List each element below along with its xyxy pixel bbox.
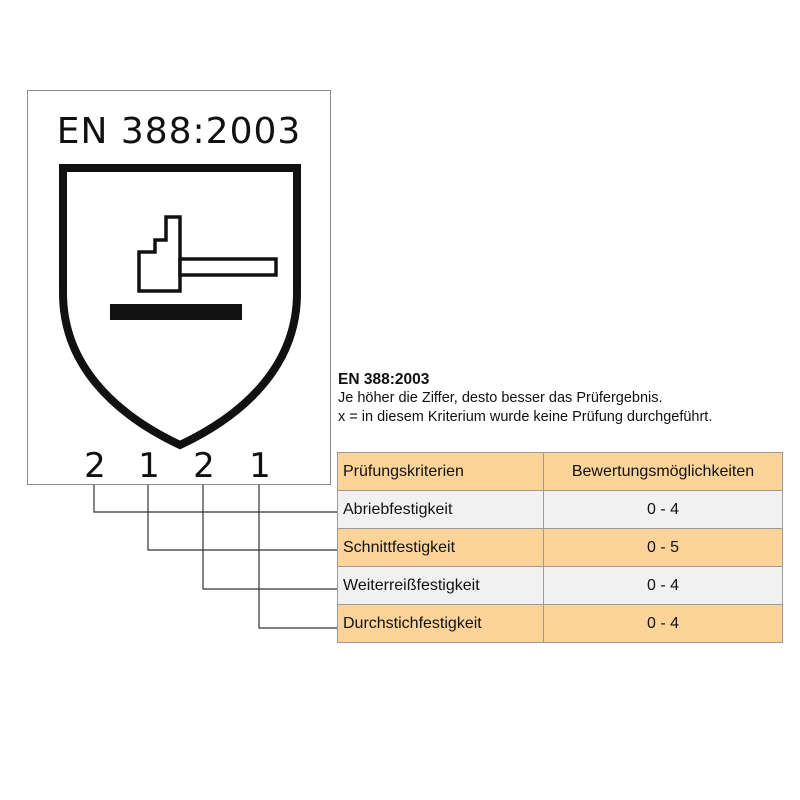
- connector-cut: [148, 485, 338, 550]
- table-row: [338, 529, 783, 567]
- pictogram-title: EN 388:2003: [56, 111, 302, 152]
- table-row: [338, 605, 783, 643]
- info-line-1: Je höher die Ziffer, desto besser das Prüfergebnis.: [338, 390, 663, 406]
- digit-puncture: 1: [249, 446, 271, 486]
- range-cell: 0 - 4: [544, 605, 783, 643]
- connector-abrasion: [94, 485, 338, 512]
- header-ratings: Bewertungsmöglichkeiten: [544, 453, 783, 491]
- connector-tear: [203, 485, 338, 589]
- table-header-row: [338, 453, 783, 491]
- table-row: [338, 491, 783, 529]
- range-cell: 0 - 4: [544, 491, 783, 529]
- digit-cut: 1: [138, 446, 160, 486]
- criterion-cell: Abriebfestigkeit: [338, 491, 544, 529]
- info-line-2: x = in diesem Kriterium wurde keine Prüfung durchgeführt.: [338, 409, 713, 425]
- table-row: [338, 567, 783, 605]
- connector-puncture: [259, 485, 338, 628]
- criteria-table: [337, 452, 783, 643]
- criterion-cell: Durchstichfestigkeit: [338, 605, 544, 643]
- digit-abrasion: 2: [84, 446, 106, 486]
- range-cell: 0 - 4: [544, 567, 783, 605]
- criterion-cell: Weiterreißfestigkeit: [338, 567, 544, 605]
- info-title: EN 388:2003: [338, 371, 430, 388]
- range-cell: 0 - 5: [544, 529, 783, 567]
- info-text-block: [338, 370, 712, 427]
- digit-tear: 2: [193, 446, 215, 486]
- header-criteria: Prüfungskriterien: [338, 453, 544, 491]
- criterion-cell: Schnittfestigkeit: [338, 529, 544, 567]
